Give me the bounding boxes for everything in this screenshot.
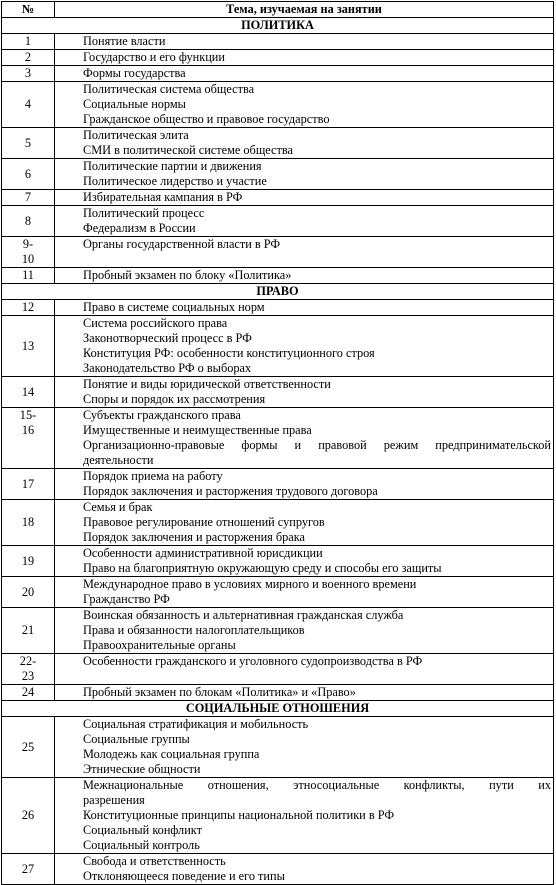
curriculum-table [1, 1, 554, 885]
row-number: 26 [2, 778, 55, 854]
topic-item: Гражданское общество и правовое государство [83, 112, 330, 126]
row-number: 4 [2, 82, 55, 128]
table-row [2, 66, 554, 82]
topic-item: Международное право в условиях мирного и военного времени [83, 577, 417, 591]
table-row [2, 206, 554, 237]
table-row [2, 316, 554, 377]
table-row [2, 408, 554, 469]
topic-item: Порядок приема на работу [83, 469, 223, 483]
topic-item: Пробный экзамен по блокам «Политика» и «Право» [83, 685, 356, 699]
section-title: ПРАВО [2, 284, 554, 300]
row-number-part: 16 [21, 423, 35, 437]
table-row [2, 190, 554, 206]
row-number: 1 [2, 34, 55, 50]
row-topics [55, 608, 554, 654]
row-topics [55, 159, 554, 190]
row-topics [55, 546, 554, 577]
topic-item: Имущественные и неимущественные права [83, 423, 312, 437]
table-row [2, 654, 554, 685]
row-number-part: 22- [19, 654, 37, 668]
topic-item: Семья и брак [83, 500, 153, 514]
topic-item: Политическое лидерство и участие [83, 174, 267, 188]
topic-item: Воинская обязанность и альтернативная гражданская служба [83, 608, 404, 622]
row-number: 8 [2, 206, 55, 237]
row-topics [55, 268, 554, 284]
row-topics [55, 577, 554, 608]
row-topics [55, 206, 554, 237]
section-title: ПОЛИТИКА [2, 18, 554, 34]
table-row [2, 82, 554, 128]
row-number: 6 [2, 159, 55, 190]
topic-item: Споры и порядок их рассмотрения [83, 392, 266, 406]
row-number: 18 [2, 500, 55, 546]
row-number: 14 [2, 377, 55, 408]
row-number-part: 10 [21, 252, 35, 266]
topic-item: Политические партии и движения [83, 159, 262, 173]
topic-item: Законодательство РФ о выборах [83, 361, 252, 375]
table-row [2, 608, 554, 654]
row-number: 3 [2, 66, 55, 82]
topic-item: Социальный контроль [83, 838, 200, 852]
topic-item: Социальная стратификация и мобильность [83, 717, 309, 731]
table-row [2, 377, 554, 408]
topic-item: Свобода и ответственность [83, 854, 226, 868]
row-number-part: 9- [22, 237, 34, 251]
topic-item: Социальные группы [83, 732, 190, 746]
topic-item: Гражданство РФ [83, 592, 170, 606]
row-number: 21 [2, 608, 55, 654]
topic-item: Молодежь как социальная группа [83, 747, 260, 761]
row-topics [55, 408, 554, 469]
row-topics [55, 34, 554, 50]
section-row [2, 701, 554, 717]
topic-item: Органы государственной власти в РФ [83, 237, 281, 251]
row-topics [55, 778, 554, 854]
row-topics [55, 300, 554, 316]
table-row [2, 237, 554, 268]
row-topics [55, 717, 554, 778]
topic-item: Особенности гражданского и уголовного судопроизводства в РФ [83, 654, 423, 668]
topic-item: Правовое регулирование отношений супругов [83, 515, 325, 529]
topic-item: Социальные нормы [83, 97, 186, 111]
row-number: 17 [2, 469, 55, 500]
row-topics [55, 654, 554, 685]
topic-item: Права и обязанности налогоплательщиков [83, 623, 305, 637]
table-row [2, 50, 554, 66]
table-row [2, 268, 554, 284]
row-number: 13 [2, 316, 55, 377]
table-row [2, 717, 554, 778]
row-number: 20 [2, 577, 55, 608]
topic-item: Государство и его функции [83, 50, 225, 64]
topic-item: Формы государства [83, 66, 186, 80]
row-topics [55, 469, 554, 500]
row-number: 2 [2, 50, 55, 66]
table-row [2, 469, 554, 500]
row-topics [55, 128, 554, 159]
row-topics [55, 66, 554, 82]
topic-item: Федерализм в России [83, 221, 196, 235]
topic-item: Порядок заключения и расторжения трудового договора [83, 484, 378, 498]
topic-item: Социальный конфликт [83, 823, 202, 837]
topic-item: Отклоняющееся поведение и его типы [83, 869, 285, 883]
table-row [2, 128, 554, 159]
row-number: 7 [2, 190, 55, 206]
row-topics [55, 50, 554, 66]
table-row [2, 34, 554, 50]
topic-item-continuation: разрешения [83, 793, 145, 807]
topic-item: Законотворческий процесс в РФ [83, 331, 252, 345]
topic-item: Понятие власти [83, 34, 166, 48]
row-number: 24 [2, 685, 55, 701]
topic-item: Конституция РФ: особенности конституционного строя [83, 346, 375, 360]
section-title: СОЦИАЛЬНЫЕ ОТНОШЕНИЯ [2, 701, 554, 717]
table-row [2, 778, 554, 854]
table-row [2, 159, 554, 190]
topic-item: Право на благоприятную окружающую среду и способы его защиты [83, 561, 442, 575]
row-topics [55, 854, 554, 885]
row-topics [55, 685, 554, 701]
table-row [2, 546, 554, 577]
table-body [2, 18, 554, 885]
topic-item: Особенности административной юрисдикции [83, 546, 323, 560]
topic-item: Организационно-правовые формы и правовой режим предпринимательской [83, 438, 551, 452]
row-number: 27 [2, 854, 55, 885]
table-row [2, 854, 554, 885]
topic-item: Правоохранительные органы [83, 638, 236, 652]
section-row [2, 18, 554, 34]
table-row [2, 577, 554, 608]
topic-item: Пробный экзамен по блоку «Политика» [83, 268, 292, 282]
topic-item: Политическая система общества [83, 82, 255, 96]
row-topics [55, 190, 554, 206]
section-row [2, 284, 554, 300]
row-topics [55, 377, 554, 408]
row-number [2, 408, 55, 469]
topic-item: Этнические общности [83, 762, 201, 776]
row-number: 19 [2, 546, 55, 577]
row-number: 12 [2, 300, 55, 316]
table-row [2, 500, 554, 546]
row-number: 11 [2, 268, 55, 284]
row-number-part: 23 [21, 669, 35, 683]
row-number-part: 15- [19, 408, 37, 422]
topic-item: Понятие и виды юридической ответственности [83, 377, 331, 391]
topic-item: Межнациональные отношения, этносоциальные конфликты, пути их [83, 778, 551, 792]
topic-item: Право в системе социальных норм [83, 300, 265, 314]
table-row [2, 300, 554, 316]
row-topics [55, 316, 554, 377]
topic-item: Субъекты гражданского права [83, 408, 241, 422]
topic-item: Избирательная кампания в РФ [83, 190, 243, 204]
topic-item: Конституционные принципы национальной политики в РФ [83, 808, 395, 822]
topic-item-continuation: деятельности [83, 453, 154, 467]
topic-item: СМИ в политической системе общества [83, 143, 293, 157]
row-number: 25 [2, 717, 55, 778]
row-number [2, 654, 55, 685]
topic-item: Политический процесс [83, 206, 205, 220]
topic-item: Порядок заключения и расторжения брака [83, 530, 305, 544]
row-topics [55, 237, 554, 268]
header-row [2, 2, 554, 18]
topic-item: Система российского права [83, 316, 228, 330]
topic-item: Политическая элита [83, 128, 189, 142]
header-num: № [2, 2, 55, 18]
row-topics [55, 82, 554, 128]
header-topic: Тема, изучаемая на занятии [55, 2, 554, 18]
row-number: 5 [2, 128, 55, 159]
row-topics [55, 500, 554, 546]
table-row [2, 685, 554, 701]
row-number [2, 237, 55, 268]
